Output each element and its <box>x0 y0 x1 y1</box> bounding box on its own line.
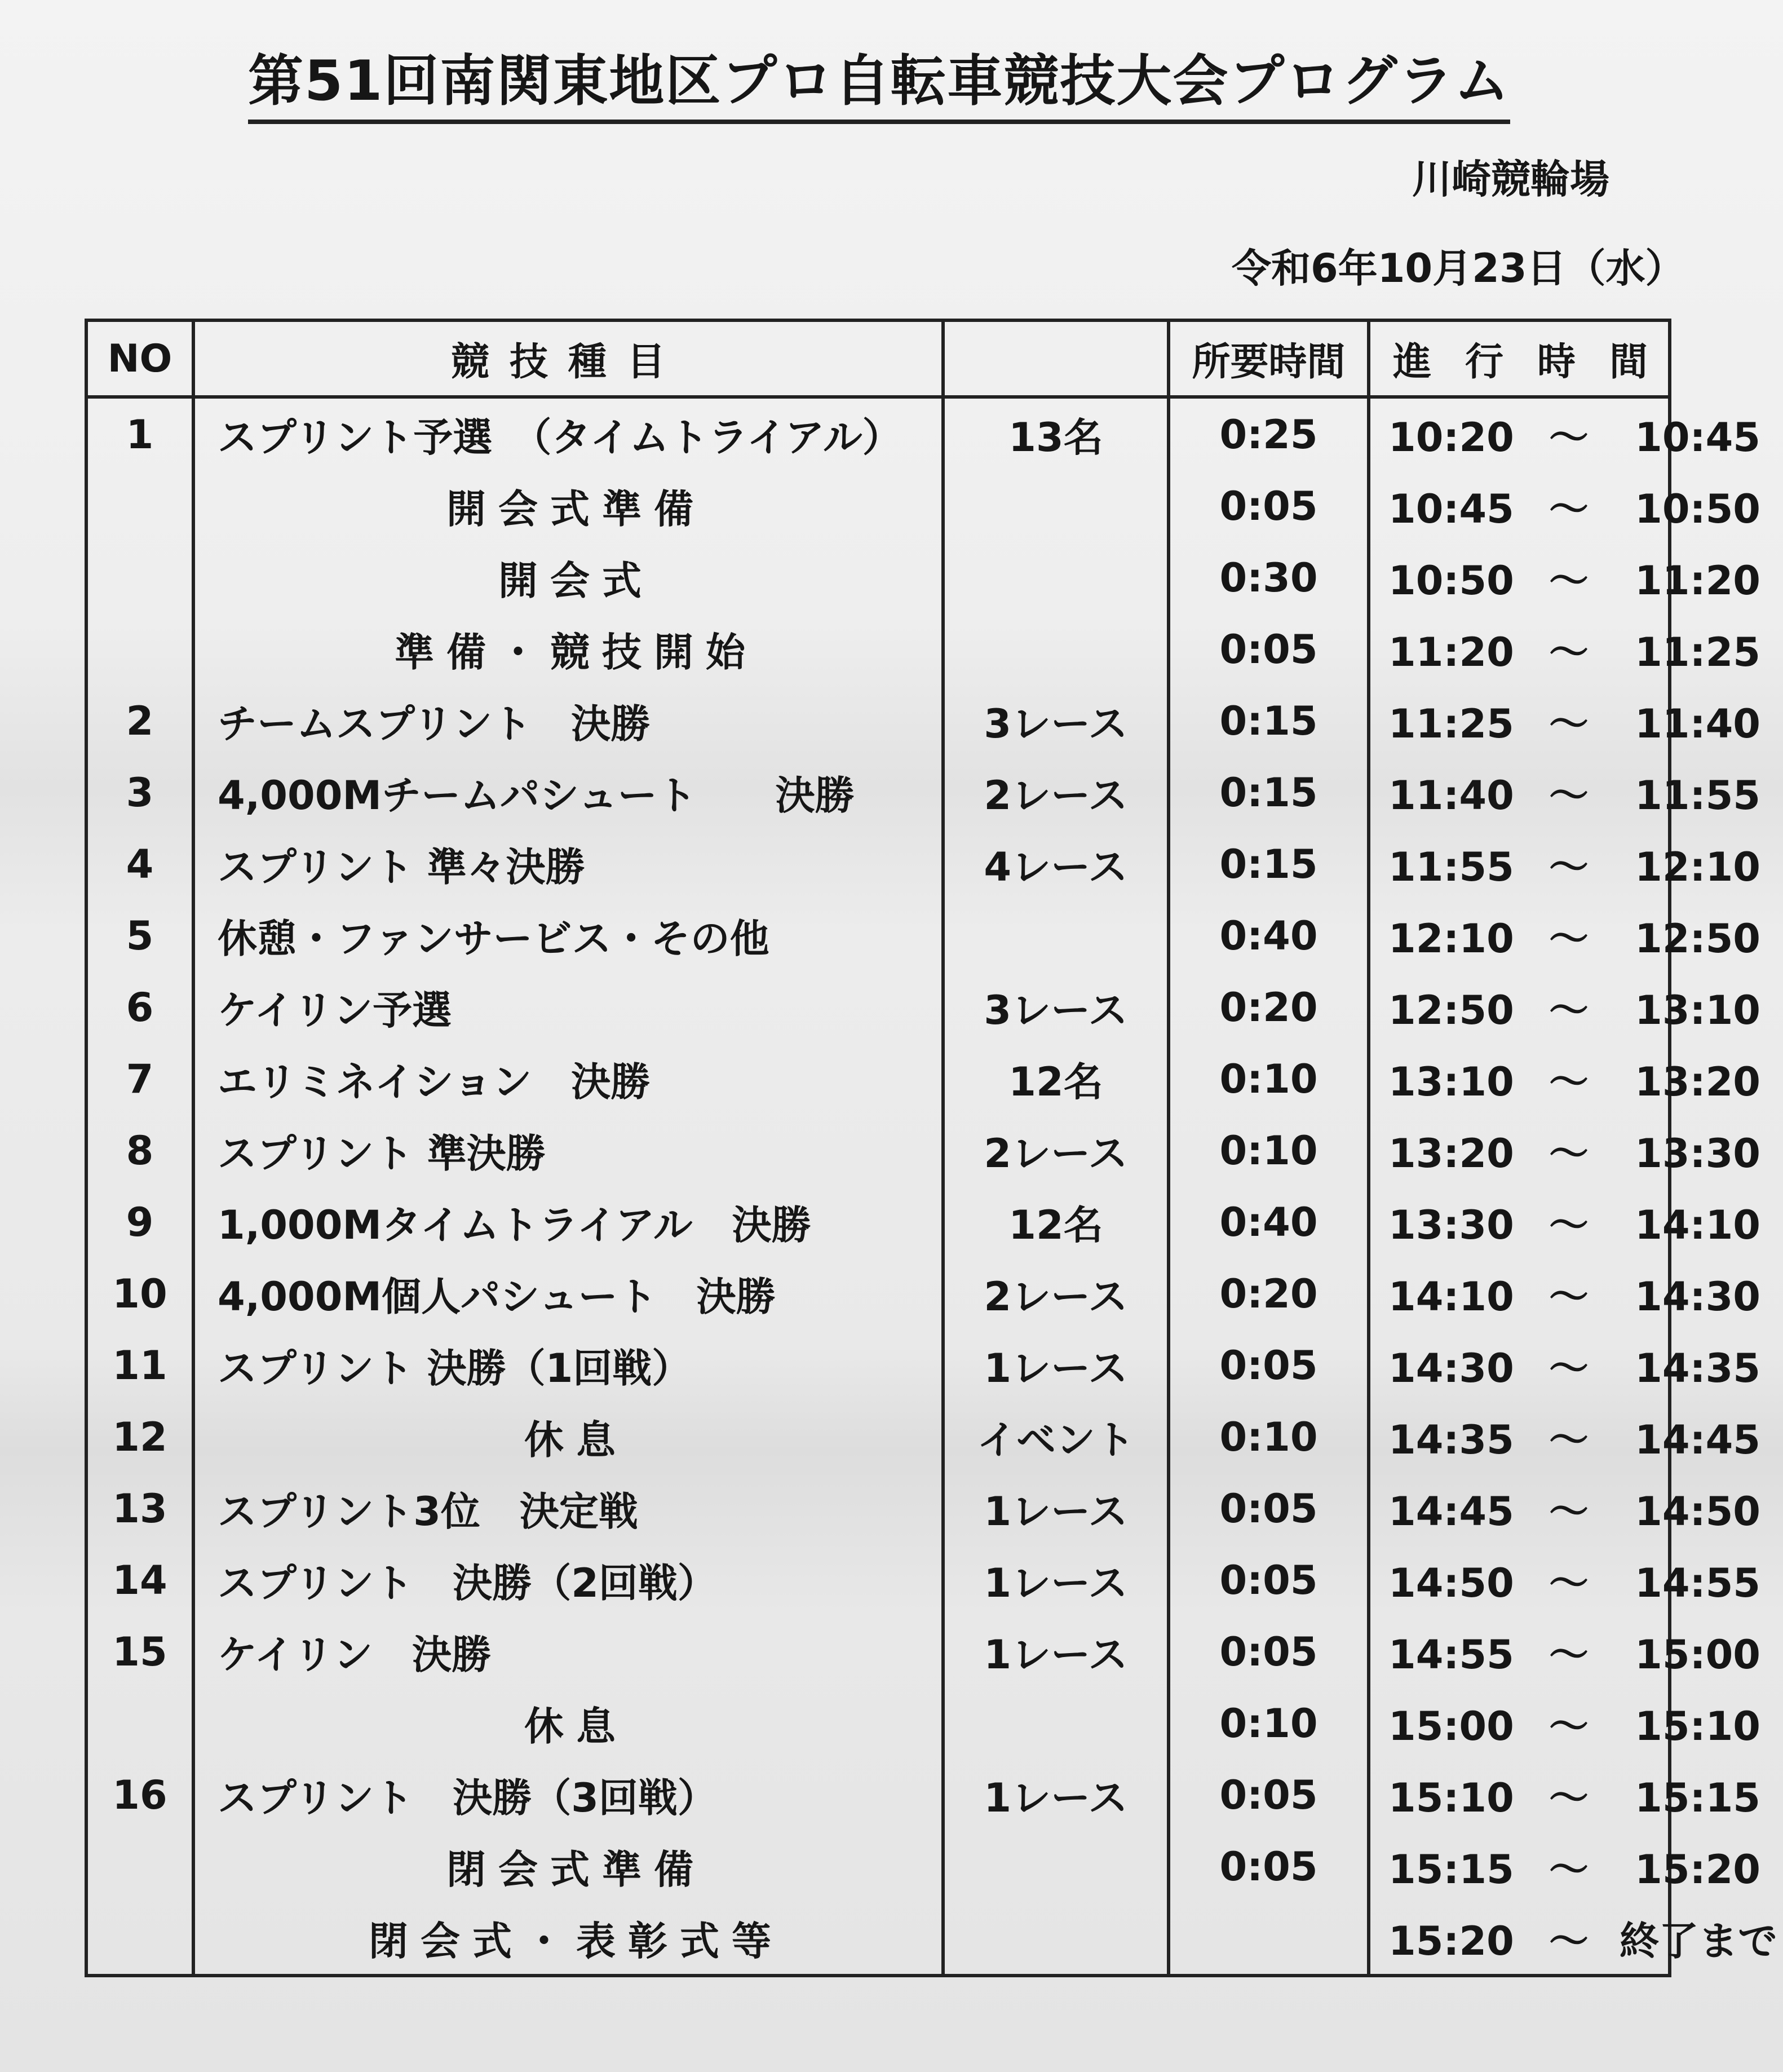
header-count <box>943 320 1169 397</box>
event-name: スプリント予選 （タイムトライアル） <box>193 397 943 470</box>
participant-count: 1レース <box>943 1473 1169 1544</box>
progress-time <box>1369 613 1760 685</box>
time-separator: ～ <box>1549 629 1589 675</box>
table-row <box>86 1687 1670 1759</box>
participant-count <box>943 900 1169 971</box>
end-time: 13:20 <box>1635 1059 1760 1105</box>
participant-count: 4レース <box>943 828 1169 900</box>
row-number: 12 <box>86 1401 193 1473</box>
start-time: 14:10 <box>1388 1274 1514 1320</box>
event-name: スプリント3位 決定戦 <box>193 1473 943 1544</box>
table-row <box>86 613 1670 685</box>
event-name: 閉会式・表彰式等 <box>193 1902 943 1976</box>
participant-count <box>943 613 1169 685</box>
progress-time <box>1369 1687 1760 1759</box>
progress-time <box>1369 397 1760 470</box>
end-time: 12:10 <box>1635 844 1760 890</box>
table-row <box>86 828 1670 900</box>
start-time: 15:15 <box>1388 1846 1514 1893</box>
progress-time <box>1369 1759 1760 1831</box>
duration: 0:40 <box>1169 1186 1369 1258</box>
event-name: スプリント 決勝（3回戦） <box>193 1759 943 1831</box>
duration: 0:15 <box>1169 757 1369 828</box>
table-row <box>86 542 1670 613</box>
table-row <box>86 1544 1670 1616</box>
header-duration: 所要時間 <box>1169 320 1369 397</box>
progress-time <box>1369 1902 1777 1976</box>
end-time: 15:20 <box>1635 1846 1760 1893</box>
time-separator: ～ <box>1549 844 1589 890</box>
time-separator: ～ <box>1549 987 1589 1033</box>
start-time: 11:55 <box>1388 844 1514 890</box>
table-row <box>86 470 1670 542</box>
event-name: スプリント 準決勝 <box>193 1115 943 1186</box>
table-row <box>86 1115 1670 1186</box>
time-separator: ～ <box>1549 1846 1589 1893</box>
event-name: 準備・競技開始 <box>193 613 943 685</box>
start-time: 14:30 <box>1388 1345 1514 1391</box>
start-time: 15:10 <box>1388 1775 1514 1821</box>
participant-count: 2レース <box>943 757 1169 828</box>
event-name: 休憩・ファンサービス・その他 <box>193 900 943 971</box>
table-row <box>86 397 1670 470</box>
header-event: 競技種目 <box>193 320 943 397</box>
duration: 0:05 <box>1169 1473 1369 1544</box>
schedule-table <box>85 319 1777 1977</box>
participant-count: 13名 <box>943 397 1169 470</box>
end-time: 15:15 <box>1635 1775 1760 1821</box>
end-time: 10:50 <box>1635 486 1760 532</box>
end-time: 13:10 <box>1635 987 1760 1033</box>
start-time: 15:20 <box>1388 1918 1514 1964</box>
progress-time <box>1369 1329 1760 1401</box>
participant-count: 1レース <box>943 1544 1169 1616</box>
row-number: 3 <box>86 757 193 828</box>
row-number: 10 <box>86 1258 193 1329</box>
row-number: 13 <box>86 1473 193 1544</box>
venue-name: 川崎競輪場 <box>1412 156 1609 202</box>
participant-count <box>943 1902 1169 1976</box>
participant-count: 2レース <box>943 1258 1169 1329</box>
table-row <box>86 1616 1670 1687</box>
time-separator: ～ <box>1549 1202 1589 1248</box>
end-time: 14:45 <box>1635 1417 1760 1463</box>
table-row <box>86 1401 1670 1473</box>
event-name: 開会式 <box>193 542 943 613</box>
progress-time <box>1369 1473 1760 1544</box>
duration: 0:40 <box>1169 900 1369 971</box>
row-number: 1 <box>86 397 193 470</box>
time-separator: ～ <box>1549 1775 1589 1821</box>
participant-count: 1レース <box>943 1616 1169 1687</box>
duration: 0:05 <box>1169 1831 1369 1902</box>
row-number <box>86 1902 193 1976</box>
table-row <box>86 757 1670 828</box>
progress-time <box>1369 900 1760 971</box>
duration: 0:10 <box>1169 1687 1369 1759</box>
participant-count: 1レース <box>943 1759 1169 1831</box>
end-time: 11:55 <box>1635 772 1760 819</box>
schedule-header <box>86 320 1682 397</box>
end-time: 11:25 <box>1635 629 1760 675</box>
duration: 0:15 <box>1169 828 1369 900</box>
row-number <box>86 1831 193 1902</box>
start-time: 13:20 <box>1388 1130 1514 1177</box>
participant-count: イベント <box>943 1401 1169 1473</box>
row-number: 2 <box>86 685 193 757</box>
event-name: スプリント 決勝（1回戦） <box>193 1329 943 1401</box>
table-row <box>86 685 1670 757</box>
end-time: 13:30 <box>1635 1130 1760 1177</box>
end-time: 15:00 <box>1635 1632 1760 1678</box>
event-name: 4,000Mチームパシュート 決勝 <box>193 757 943 828</box>
end-time: 11:40 <box>1635 701 1760 747</box>
start-time: 14:55 <box>1388 1632 1514 1678</box>
event-name: 休息 <box>193 1687 943 1759</box>
row-number <box>86 613 193 685</box>
end-time: 終了まで <box>1620 1918 1777 1964</box>
time-separator: ～ <box>1549 772 1589 819</box>
row-number: 4 <box>86 828 193 900</box>
row-number <box>86 470 193 542</box>
progress-time <box>1369 1616 1760 1687</box>
event-name: スプリント 決勝（2回戦） <box>193 1544 943 1616</box>
header-row <box>86 320 1670 397</box>
start-time: 10:45 <box>1388 486 1514 532</box>
event-name: 休息 <box>193 1401 943 1473</box>
end-time: 15:10 <box>1635 1703 1760 1750</box>
event-name: スプリント 準々決勝 <box>193 828 943 900</box>
duration: 0:05 <box>1169 613 1369 685</box>
duration: 0:10 <box>1169 1115 1369 1186</box>
row-number: 16 <box>86 1759 193 1831</box>
event-name: チームスプリント 決勝 <box>193 685 943 757</box>
event-date: 令和6年10月23日（水） <box>1232 245 1685 291</box>
duration: 0:05 <box>1169 1759 1369 1831</box>
time-separator: ～ <box>1549 486 1589 532</box>
table-row <box>86 900 1670 971</box>
time-separator: ～ <box>1549 1417 1589 1463</box>
start-time: 13:10 <box>1388 1059 1514 1105</box>
table-row <box>86 971 1670 1043</box>
end-time: 14:55 <box>1635 1560 1760 1606</box>
event-name: ケイリン 決勝 <box>193 1616 943 1687</box>
end-time: 14:10 <box>1635 1202 1760 1248</box>
table-row <box>86 1329 1670 1401</box>
start-time: 11:20 <box>1388 629 1514 675</box>
participant-count: 12名 <box>943 1043 1169 1115</box>
row-number: 8 <box>86 1115 193 1186</box>
table-row <box>86 1902 1670 1976</box>
time-separator: ～ <box>1549 1703 1589 1750</box>
event-name: ケイリン予選 <box>193 971 943 1043</box>
time-separator: ～ <box>1549 414 1589 461</box>
end-time: 10:45 <box>1635 414 1760 461</box>
duration: 0:10 <box>1169 1043 1369 1115</box>
progress-time <box>1369 1401 1760 1473</box>
table-row <box>86 1258 1670 1329</box>
duration: 0:05 <box>1169 1616 1369 1687</box>
event-name: 1,000Mタイムトライアル 決勝 <box>193 1186 943 1258</box>
time-separator: ～ <box>1549 1130 1589 1177</box>
progress-time <box>1369 1115 1760 1186</box>
participant-count <box>943 1687 1169 1759</box>
duration: 0:20 <box>1169 1258 1369 1329</box>
header-progress-time: 進行時間 <box>1369 320 1670 397</box>
time-separator: ～ <box>1549 1560 1589 1606</box>
progress-time <box>1369 1186 1760 1258</box>
duration: 0:05 <box>1169 470 1369 542</box>
progress-time <box>1369 971 1760 1043</box>
schedule-body <box>86 397 1777 1976</box>
event-name: 4,000M個人パシュート 決勝 <box>193 1258 943 1329</box>
row-number: 9 <box>86 1186 193 1258</box>
row-number: 14 <box>86 1544 193 1616</box>
duration: 0:25 <box>1169 397 1369 470</box>
table-row <box>86 1186 1670 1258</box>
start-time: 10:50 <box>1388 558 1514 604</box>
time-separator: ～ <box>1549 1488 1589 1535</box>
progress-time <box>1369 1544 1760 1616</box>
start-time: 12:50 <box>1388 987 1514 1033</box>
duration: 0:30 <box>1169 542 1369 613</box>
time-separator: ～ <box>1549 1059 1589 1105</box>
progress-time <box>1369 470 1760 542</box>
progress-time <box>1369 828 1760 900</box>
table-row <box>86 1473 1670 1544</box>
event-name: 開会式準備 <box>193 470 943 542</box>
duration <box>1169 1902 1369 1976</box>
progress-time <box>1369 757 1760 828</box>
start-time: 14:35 <box>1388 1417 1514 1463</box>
duration: 0:05 <box>1169 1329 1369 1401</box>
time-separator: ～ <box>1549 558 1589 604</box>
time-separator: ～ <box>1549 1345 1589 1391</box>
progress-time <box>1369 685 1760 757</box>
participant-count: 3レース <box>943 971 1169 1043</box>
row-number: 7 <box>86 1043 193 1115</box>
event-name: 閉会式準備 <box>193 1831 943 1902</box>
row-number <box>86 542 193 613</box>
progress-time <box>1369 1043 1760 1115</box>
start-time: 12:10 <box>1388 916 1514 962</box>
document-title: 第51回南関東地区プロ自転車競技大会プログラム <box>248 37 1510 124</box>
event-name: エリミネイション 決勝 <box>193 1043 943 1115</box>
row-number: 15 <box>86 1616 193 1687</box>
participant-count: 12名 <box>943 1186 1169 1258</box>
table-row <box>86 1043 1670 1115</box>
table-row <box>86 1759 1670 1831</box>
end-time: 14:35 <box>1635 1345 1760 1391</box>
time-separator: ～ <box>1549 1274 1589 1320</box>
start-time: 15:00 <box>1388 1703 1514 1750</box>
progress-time <box>1369 542 1760 613</box>
table-row <box>86 1831 1670 1902</box>
progress-time <box>1369 1258 1760 1329</box>
start-time: 10:20 <box>1388 414 1514 461</box>
participant-count: 3レース <box>943 685 1169 757</box>
row-number <box>86 1687 193 1759</box>
start-time: 11:25 <box>1388 701 1514 747</box>
participant-count: 1レース <box>943 1329 1169 1401</box>
participant-count <box>943 470 1169 542</box>
row-number: 5 <box>86 900 193 971</box>
time-separator: ～ <box>1549 1918 1589 1964</box>
end-time: 14:50 <box>1635 1488 1760 1535</box>
duration: 0:10 <box>1169 1401 1369 1473</box>
participant-count <box>943 542 1169 613</box>
start-time: 14:45 <box>1388 1488 1514 1535</box>
end-time: 11:20 <box>1635 558 1760 604</box>
row-number: 6 <box>86 971 193 1043</box>
progress-time <box>1369 1831 1760 1902</box>
duration: 0:15 <box>1169 685 1369 757</box>
start-time: 13:30 <box>1388 1202 1514 1248</box>
time-separator: ～ <box>1549 1632 1589 1678</box>
duration: 0:20 <box>1169 971 1369 1043</box>
time-separator: ～ <box>1549 701 1589 747</box>
start-time: 11:40 <box>1388 772 1514 819</box>
participant-count: 2レース <box>943 1115 1169 1186</box>
end-time: 14:30 <box>1635 1274 1760 1320</box>
row-number: 11 <box>86 1329 193 1401</box>
participant-count <box>943 1831 1169 1902</box>
end-time: 12:50 <box>1635 916 1760 962</box>
header-no: NO <box>86 320 193 397</box>
time-separator: ～ <box>1549 916 1589 962</box>
start-time: 14:50 <box>1388 1560 1514 1606</box>
duration: 0:05 <box>1169 1544 1369 1616</box>
